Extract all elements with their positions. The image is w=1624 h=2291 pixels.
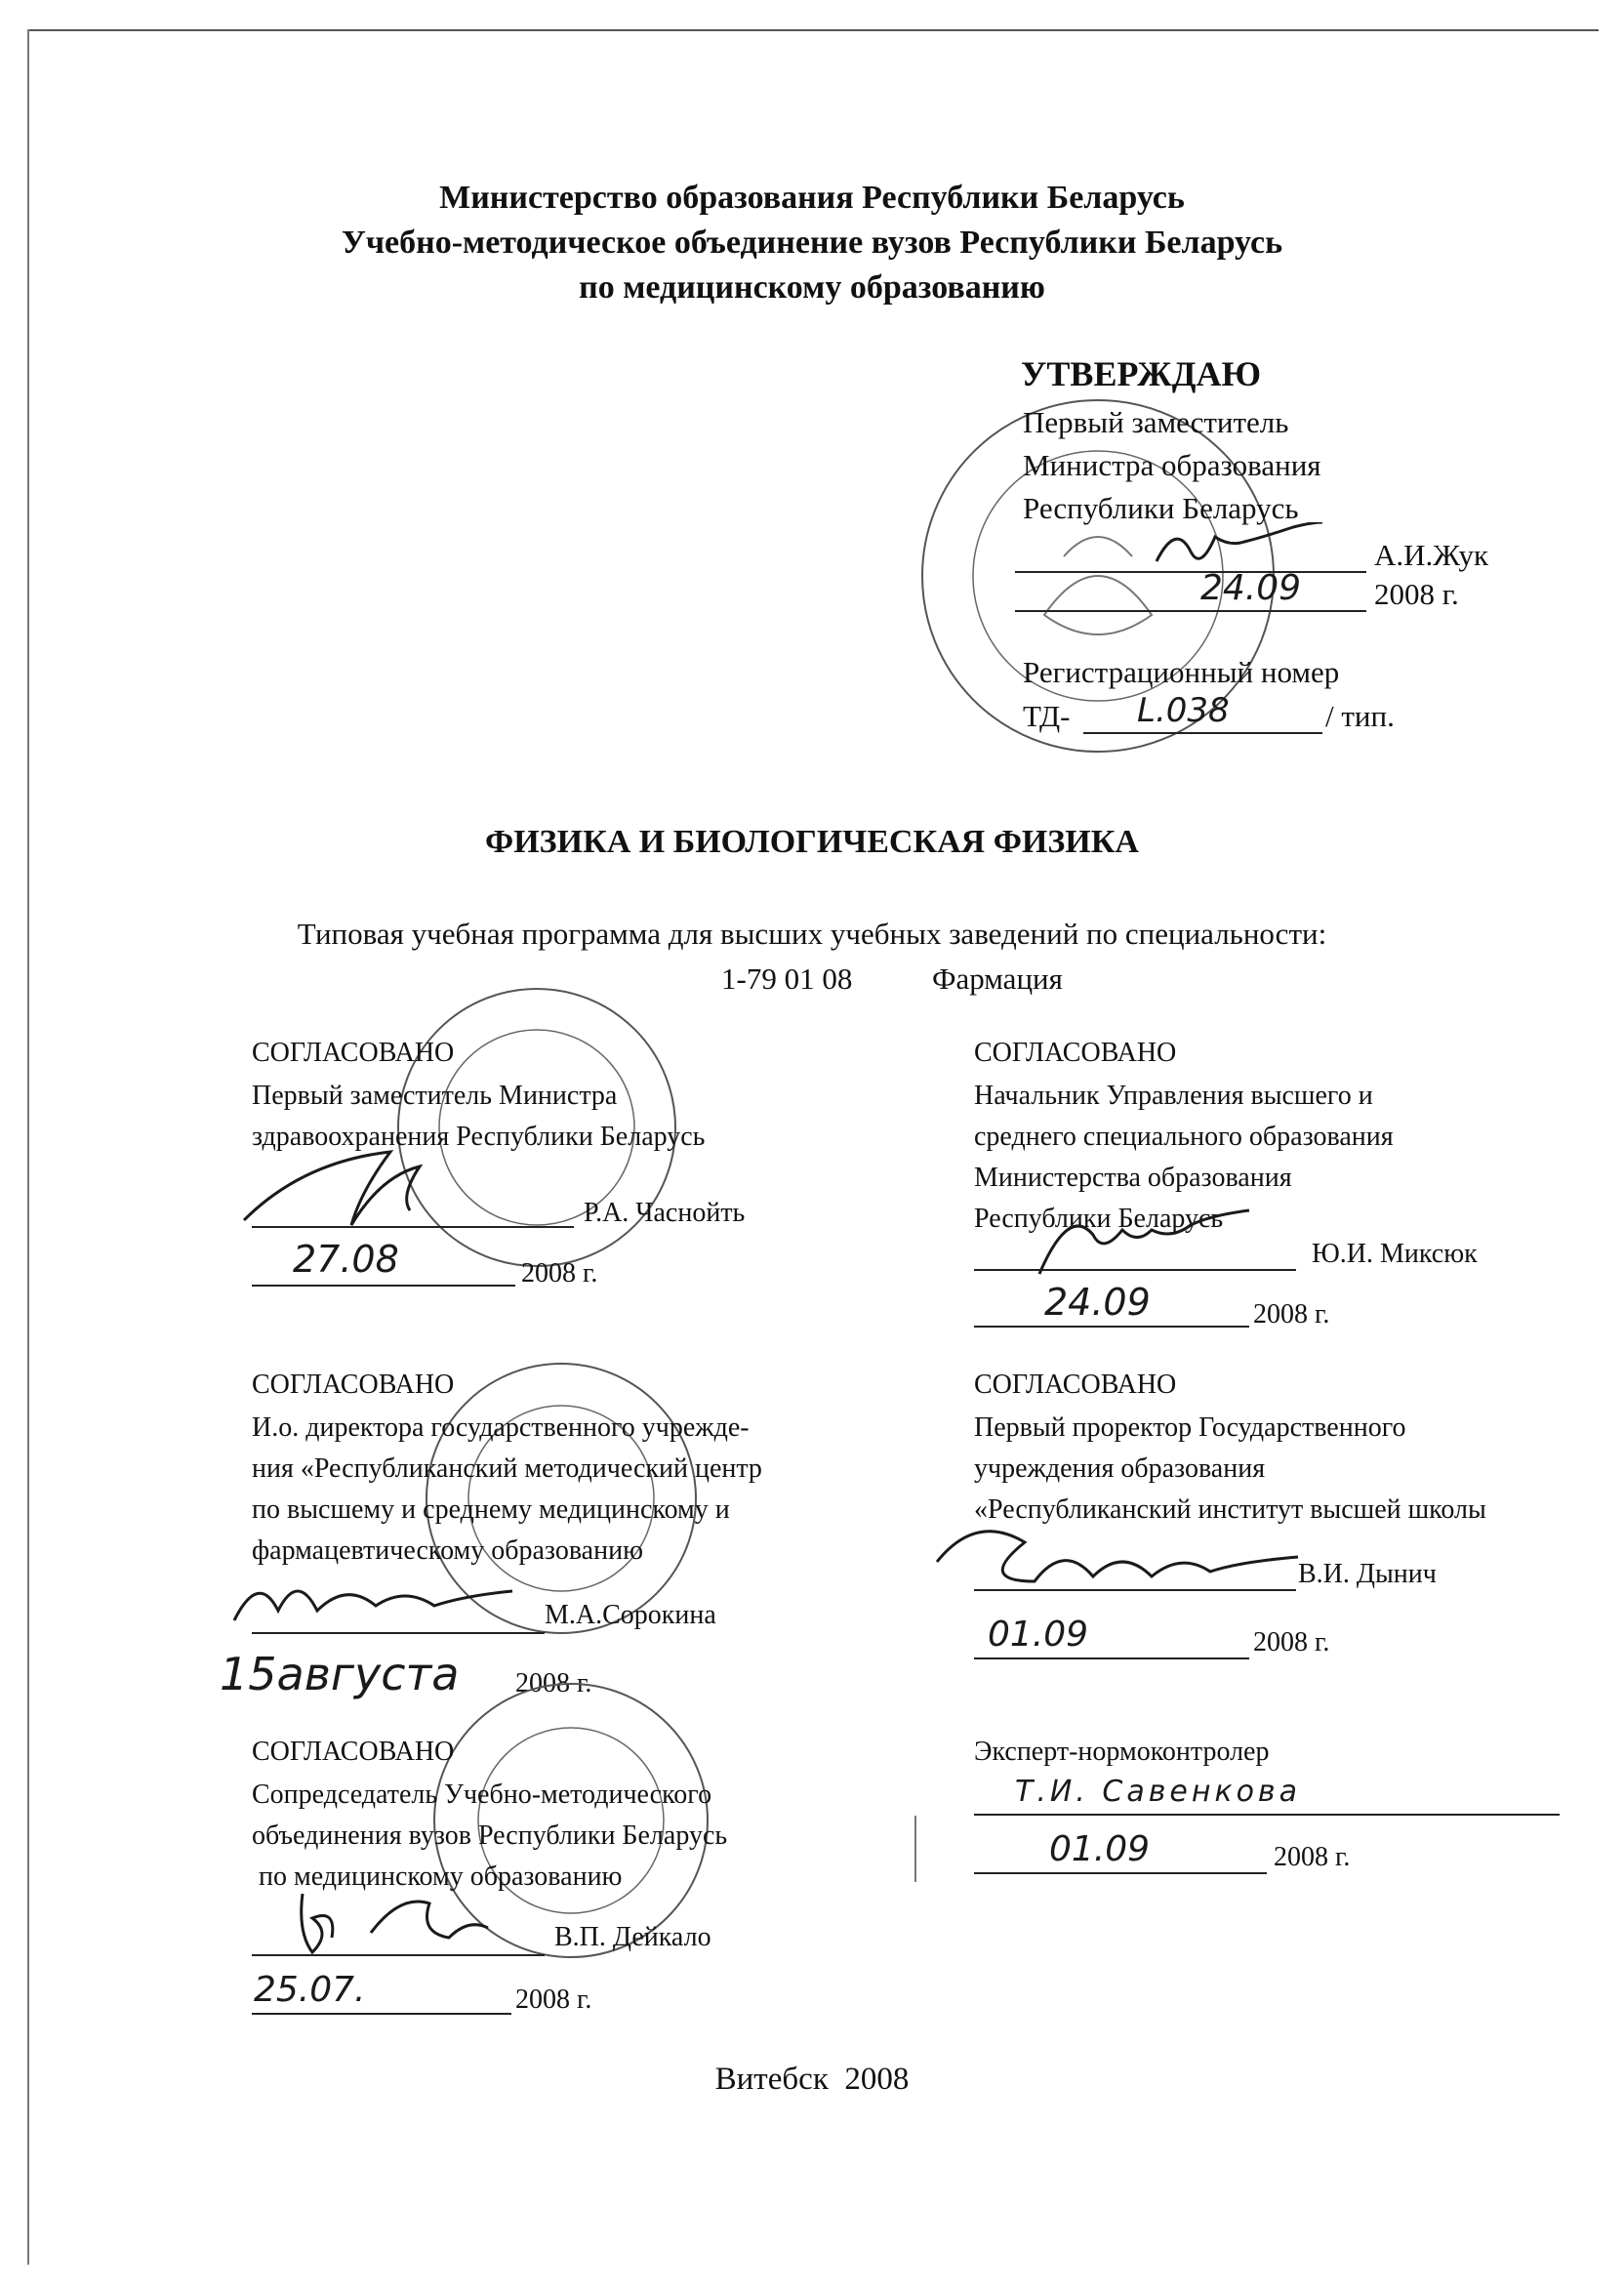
approve-title: УТВЕРЖДАЮ [1021,354,1262,393]
b1-signature-line [252,1226,574,1228]
b3-year: 2008 г. [515,1668,592,1698]
b1-date-line [252,1285,515,1287]
b2-date-handwritten: 24.09 [1044,1281,1151,1324]
b6-signature-line [974,1814,1560,1816]
b4-signature-line [974,1589,1296,1591]
b4-date-handwritten: 01.09 [988,1615,1089,1655]
b2-date-line [974,1326,1249,1328]
b6-signature-handwritten: Т.И. Савенкова [1015,1775,1301,1809]
scan-mark [914,1816,916,1882]
b2-signature [1035,1206,1259,1284]
approve-ministry-line: Министра образования [1023,448,1321,482]
b4-year: 2008 г. [1253,1627,1330,1657]
reg-prefix: ТД- [1023,699,1071,733]
b4-label: СОГЛАСОВАНО [974,1370,1177,1400]
b3-line-2: ния «Республиканский методический центр [252,1453,762,1484]
b2-signature-line [974,1269,1296,1271]
b3-date-handwritten: 15августа [220,1648,460,1700]
b6-year: 2008 г. [1274,1842,1351,1872]
reg-number-line [1083,732,1322,734]
b5-signature [293,1884,547,1962]
b1-label: СОГЛАСОВАНО [252,1038,455,1068]
specialty-code: 1-79 01 08 [721,961,853,996]
b6-label: Эксперт-нормоконтролер [974,1737,1270,1767]
b4-date-line [974,1657,1249,1659]
b5-label: СОГЛАСОВАНО [252,1737,455,1767]
b5-line-3: по медицинскому образованию [252,1861,623,1892]
city-year: Витебск 2008 [714,2062,910,2097]
b5-signature-line [252,1954,545,1956]
reg-number-label: Регистрационный номер [1023,655,1340,689]
approve-name: А.И.Жук [1374,538,1489,572]
b1-date-handwritten: 27.08 [293,1238,399,1281]
approve-country-line: Республики Беларусь [1023,491,1299,525]
b3-signature [224,1562,527,1640]
b2-line-2: среднего специального образования [974,1122,1394,1152]
b3-signature-line [252,1632,545,1634]
b5-year: 2008 г. [515,1984,592,2015]
b1-signature [239,1147,532,1235]
b2-line-3: Министерства образования [974,1163,1292,1193]
umo-line: Учебно-методическое объединение вузов Республики Беларусь [341,225,1283,261]
b2-name: Ю.И. Миксюк [1312,1239,1478,1269]
approve-year: 2008 г. [1374,577,1459,611]
page-scan-edge-left [27,29,29,2265]
b1-name: Р.А. Часнойть [584,1198,746,1228]
b1-line-2: здравоохранения Республики Беларусь [252,1122,706,1152]
program-title: ФИЗИКА И БИОЛОГИЧЕСКАЯ ФИЗИКА [485,824,1139,860]
ministry-line: Министерство образования Республики Беларусь [439,180,1185,216]
b4-line-3: «Республиканский институт высшей школы [974,1494,1486,1525]
b3-name: М.А.Сорокина [545,1600,716,1630]
b2-line-1: Начальник Управления высшего и [974,1081,1373,1111]
approve-date-handwritten: 24.09 [1200,568,1302,608]
b5-date-handwritten: 25.07. [254,1970,366,2010]
b2-line-4: Республики Беларусь [974,1204,1224,1234]
b5-line-2: объединения вузов Республики Беларусь [252,1821,728,1851]
reg-number-handwritten: L.038 [1137,691,1230,730]
page-scan-edge-top [27,29,1599,31]
b5-date-line [252,2013,511,2015]
b3-label: СОГЛАСОВАНО [252,1370,455,1400]
b1-year: 2008 г. [521,1258,598,1289]
reg-suffix: / тип. [1325,699,1395,733]
approve-position-line: Первый заместитель [1023,405,1289,439]
b2-label: СОГЛАСОВАНО [974,1038,1177,1068]
b4-line-1: Первый проректор Государственного [974,1412,1406,1443]
umo-subline: по медицинскому образованию [579,269,1045,306]
specialty-name: Фармация [932,961,1063,996]
b3-line-1: И.о. директора государственного учрежде- [252,1412,750,1443]
approve-date-line [1015,610,1366,612]
b1-line-1: Первый заместитель Министра [252,1081,618,1111]
b6-date-line [974,1872,1267,1874]
b5-line-1: Сопредседатель Учебно-методического [252,1780,712,1810]
b3-line-4: фармацевтическому образованию [252,1535,643,1566]
b6-date-handwritten: 01.09 [1049,1829,1151,1869]
b4-name: В.И. Дынич [1298,1559,1437,1589]
b3-line-3: по высшему и среднему медицинскому и [252,1494,730,1525]
b4-signature [927,1513,1308,1601]
b5-name: В.П. Дейкало [554,1922,711,1952]
b2-year: 2008 г. [1253,1299,1330,1330]
b4-line-2: учреждения образования [974,1453,1266,1484]
program-subtitle: Типовая учебная программа для высших учебных заведений по специальности: [297,917,1327,951]
